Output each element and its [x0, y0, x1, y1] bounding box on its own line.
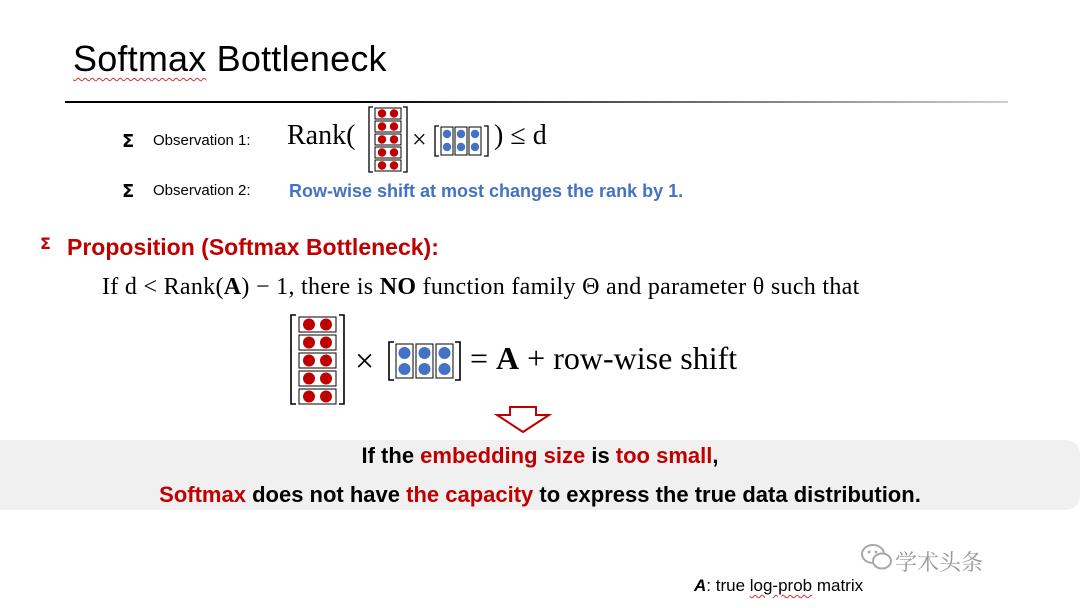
observation-1-rank: Rank(	[287, 120, 356, 151]
footnote-log-prob: log-prob	[749, 576, 813, 595]
wide-matrix-icon	[389, 342, 460, 380]
tall-matrix-icon	[369, 107, 407, 172]
equation-rhs	[470, 340, 737, 377]
footnote-A: A	[694, 576, 707, 595]
c1-c: ,	[712, 443, 719, 468]
tall-matrix-icon	[291, 315, 344, 404]
times-symbol: ×	[412, 125, 427, 154]
times-symbol: ×	[355, 343, 375, 380]
title-word-softmax: Softmax	[73, 38, 207, 79]
conclusion-line-2	[0, 482, 1080, 508]
watermark-text: 学术头条	[895, 551, 984, 576]
c2-b: to express the true data distribution.	[533, 482, 921, 507]
proposition-matrix-graphic	[285, 312, 475, 408]
sigma-bullet-icon: Σ	[122, 131, 135, 152]
if-mid: ) − 1, there is	[241, 274, 380, 300]
eq-matrix-A: A	[496, 340, 520, 376]
proposition-title: Proposition (Softmax Bottleneck):	[67, 234, 439, 260]
proposition-statement	[102, 274, 860, 301]
title-rule	[65, 101, 1008, 103]
wechat-icon	[860, 542, 894, 572]
c1-a: If the	[361, 443, 421, 468]
title-word-rest: Bottleneck	[206, 38, 387, 79]
if-pre: If d < Rank(	[102, 274, 224, 300]
footnote-post: matrix	[812, 576, 864, 595]
conclusion-line-1	[0, 443, 1080, 469]
wide-matrix-icon	[435, 126, 488, 156]
c2-softmax: Softmax	[159, 482, 246, 507]
c2-capacity: the capacity	[406, 482, 534, 507]
observation-1-label: Observation 1:	[153, 132, 251, 149]
sigma-bullet-icon: Σ	[122, 181, 135, 202]
footnote-pre: : true	[706, 576, 750, 595]
observation-1-math	[287, 120, 355, 152]
c1-b: is	[585, 443, 616, 468]
observation-2-label: Observation 2:	[153, 182, 251, 199]
observation-2-text: Row-wise shift at most changes the rank by 1.	[289, 181, 684, 201]
down-arrow-icon	[494, 405, 552, 435]
c1-too-small: too small	[615, 443, 713, 468]
eq-equals: =	[470, 340, 497, 376]
c2-a: does not have	[245, 482, 407, 507]
sigma-bullet-icon: Σ	[40, 234, 51, 253]
matrix-A: A	[223, 274, 242, 300]
c1-embedding-size: embedding size	[420, 443, 586, 468]
slide-title	[73, 38, 387, 80]
eq-row-wise-shift: + row-wise shift	[519, 340, 738, 376]
if-no: NO	[379, 274, 417, 300]
footnote	[694, 576, 863, 596]
observation-1-suffix: ) ≤ d	[494, 120, 547, 151]
if-post: function family Θ and parameter θ such that	[416, 274, 860, 300]
